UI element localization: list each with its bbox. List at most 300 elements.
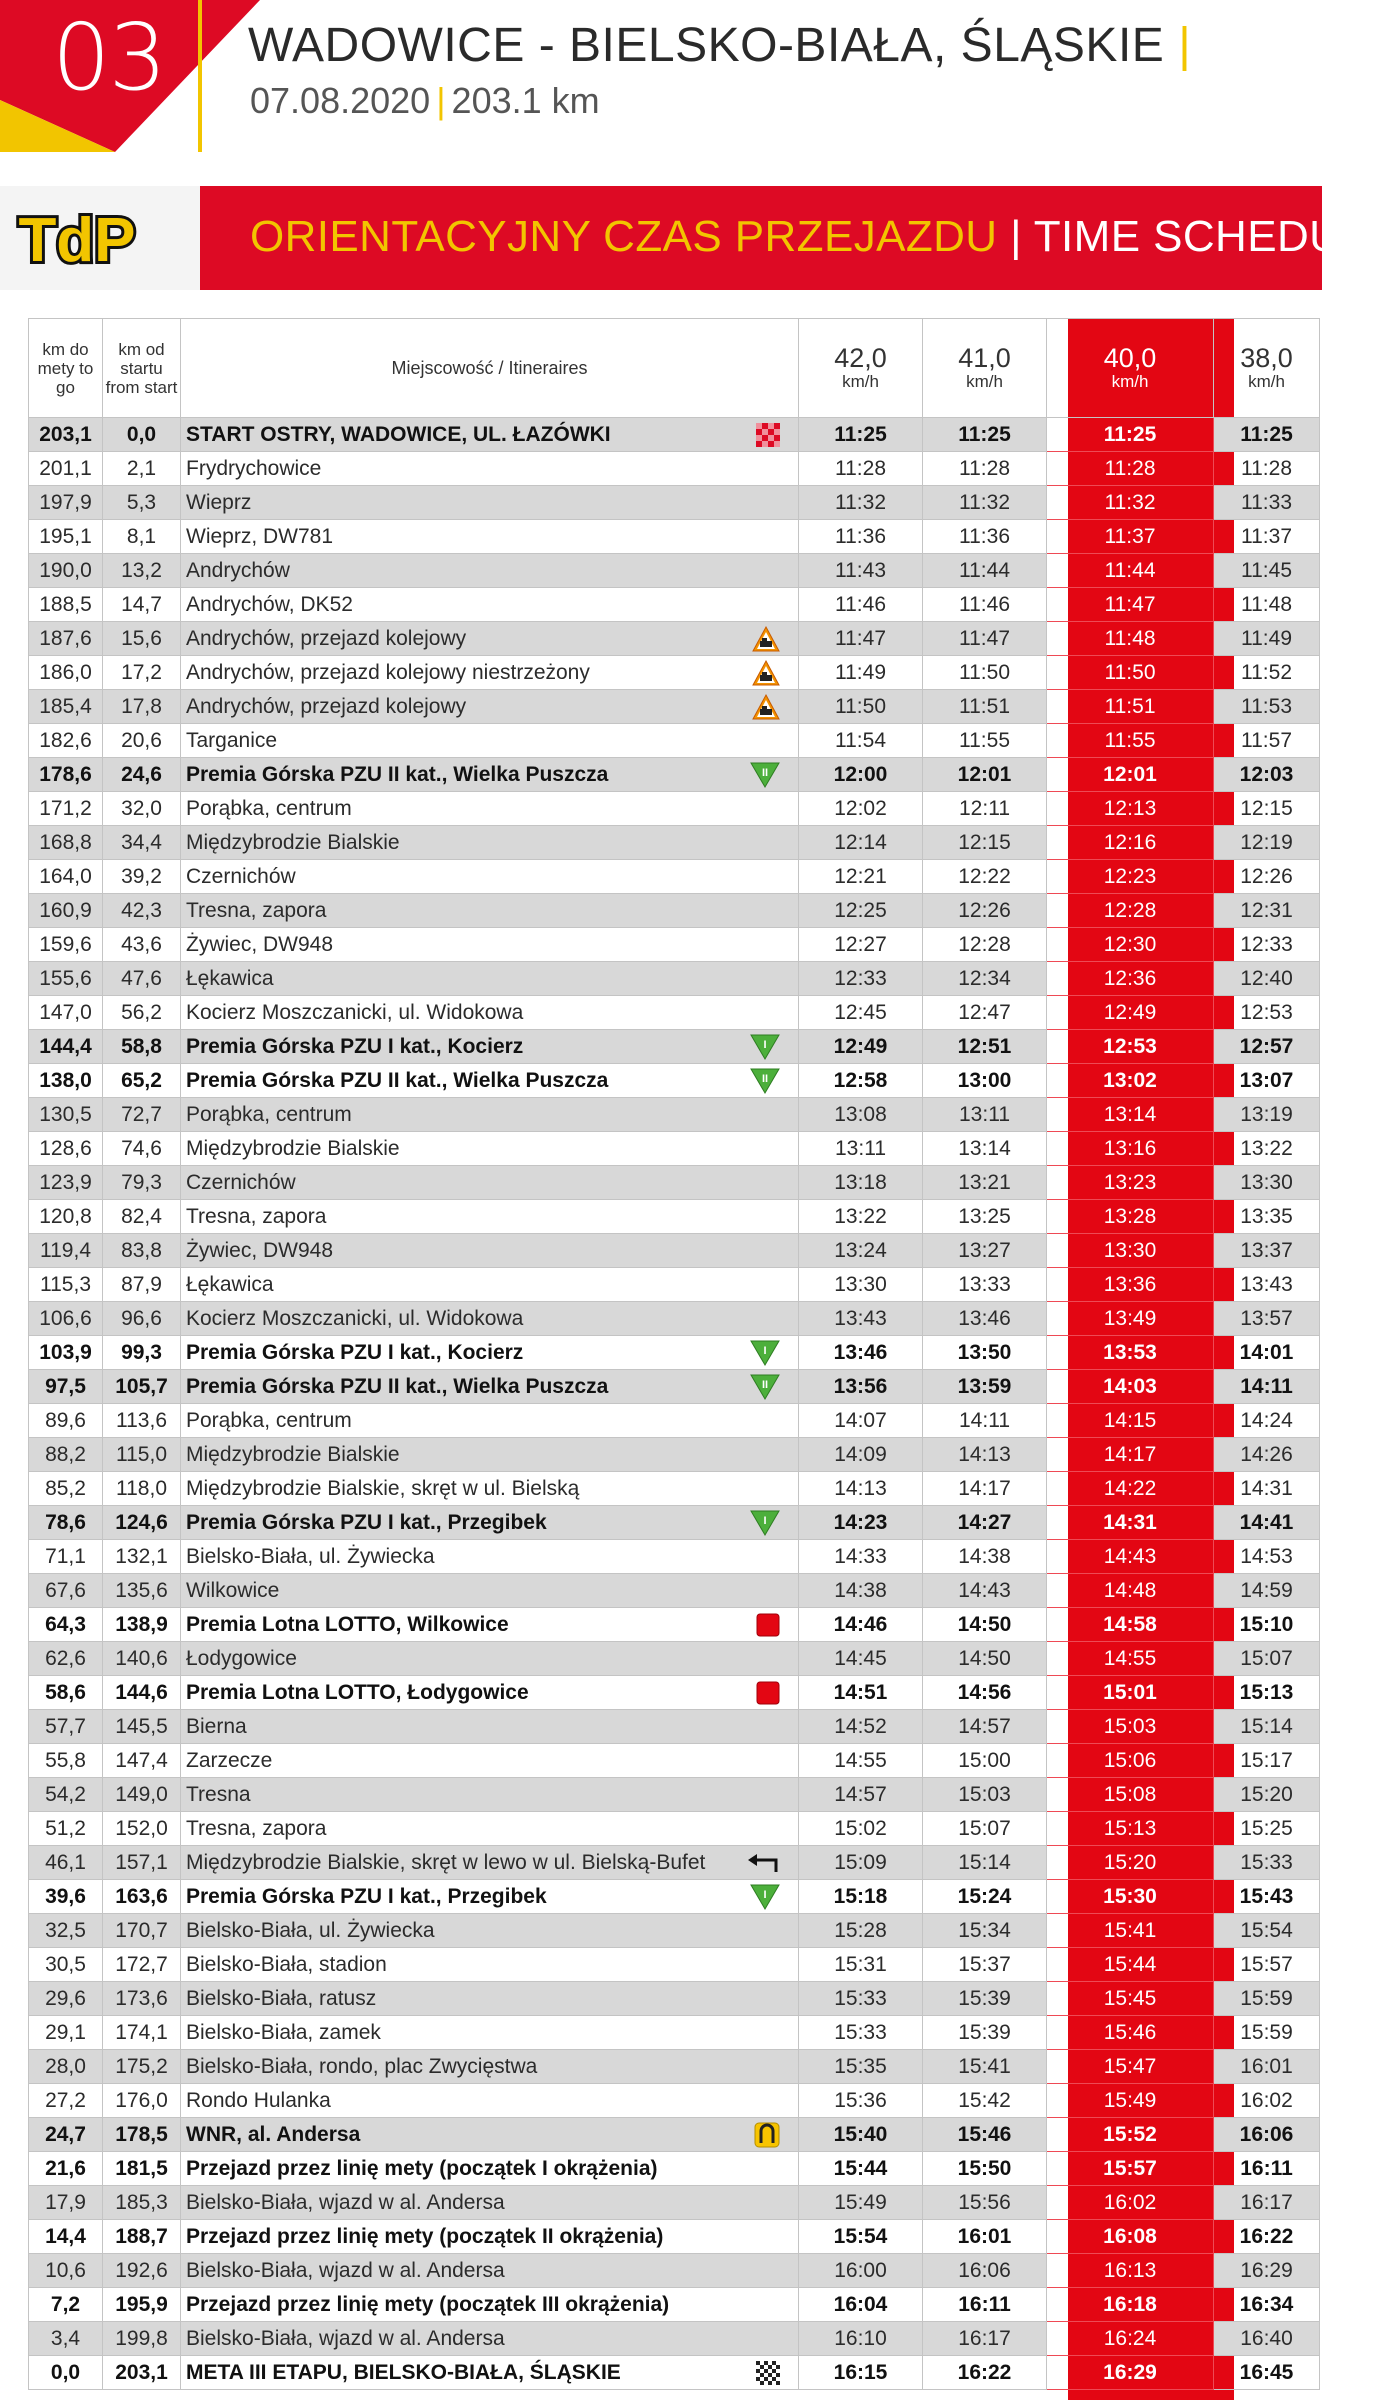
time-at-38-kmh: 11:52: [1214, 656, 1320, 690]
time-at-38-kmh: 16:17: [1214, 2186, 1320, 2220]
time-at-41-kmh: 15:42: [923, 2084, 1047, 2118]
banner-title-pl: ORIENTACYJNY CZAS PRZEJAZDU: [250, 212, 998, 261]
itinerary-name: Andrychów: [186, 558, 290, 582]
km-from-start: 188,7: [103, 2220, 181, 2254]
time-at-41-kmh: 16:01: [923, 2220, 1047, 2254]
time-at-40-kmh: 14:58: [1047, 1608, 1214, 1642]
itinerary-cell: [181, 1098, 799, 1132]
banner-title-en: TIME SCHEDULE: [1033, 212, 1396, 261]
time-at-38-kmh: 11:33: [1214, 486, 1320, 520]
time-at-40-kmh: 11:44: [1047, 554, 1214, 588]
start-flag-icon: [756, 423, 780, 447]
itinerary-name: WNR, al. Andersa: [186, 2122, 361, 2146]
time-at-42-kmh: 12:25: [799, 894, 923, 928]
time-at-41-kmh: 11:50: [923, 656, 1047, 690]
time-at-42-kmh: 13:11: [799, 1132, 923, 1166]
time-at-41-kmh: 12:22: [923, 860, 1047, 894]
time-at-41-kmh: 14:50: [923, 1608, 1047, 1642]
km-to-go: 85,2: [28, 1472, 103, 1506]
time-at-40-kmh: 12:36: [1047, 962, 1214, 996]
sprint-icon: [756, 1613, 780, 1637]
time-at-41-kmh: 14:57: [923, 1710, 1047, 1744]
itinerary-name: Bierna: [186, 1714, 247, 1738]
time-at-42-kmh: 12:21: [799, 860, 923, 894]
km-from-start: 87,9: [103, 1268, 181, 1302]
km-from-start: 149,0: [103, 1778, 181, 1812]
itinerary-name: Porąbka, centrum: [186, 1102, 352, 1126]
schedule-grid: [28, 318, 1322, 2390]
itinerary-name: Tresna, zapora: [186, 1816, 327, 1840]
itinerary-cell: [181, 792, 799, 826]
itinerary-cell: [181, 2356, 799, 2390]
title-separator: |: [1178, 19, 1192, 72]
time-at-40-kmh: 15:01: [1047, 1676, 1214, 1710]
itinerary-name: Czernichów: [186, 1170, 296, 1194]
itinerary-name: Łękawica: [186, 966, 274, 990]
itinerary-cell: [181, 622, 799, 656]
time-at-38-kmh: 14:26: [1214, 1438, 1320, 1472]
time-at-42-kmh: 14:57: [799, 1778, 923, 1812]
time-at-40-kmh: 15:45: [1047, 1982, 1214, 2016]
time-at-41-kmh: 13:59: [923, 1370, 1047, 1404]
time-at-41-kmh: 13:46: [923, 1302, 1047, 1336]
time-at-40-kmh: 12:30: [1047, 928, 1214, 962]
itinerary-name: Rondo Hulanka: [186, 2088, 331, 2112]
itinerary-name: Przejazd przez linię mety (początek I okrążenia): [186, 2156, 658, 2180]
time-at-38-kmh: 15:43: [1214, 1880, 1320, 1914]
time-at-42-kmh: 13:18: [799, 1166, 923, 1200]
time-at-40-kmh: 16:18: [1047, 2288, 1214, 2322]
km-to-go: 197,9: [28, 486, 103, 520]
km-to-go: 119,4: [28, 1234, 103, 1268]
time-at-38-kmh: 13:57: [1214, 1302, 1320, 1336]
time-at-42-kmh: 14:09: [799, 1438, 923, 1472]
itinerary-cell: [181, 1642, 799, 1676]
itinerary-name: Międzybrodzie Bialskie: [186, 1136, 400, 1160]
itinerary-cell: [181, 1778, 799, 1812]
time-at-40-kmh: 14:48: [1047, 1574, 1214, 1608]
km-to-go: 29,1: [28, 2016, 103, 2050]
time-at-38-kmh: 15:13: [1214, 1676, 1320, 1710]
subtitle-separator: |: [436, 80, 446, 121]
itinerary-name: Andrychów, DK52: [186, 592, 353, 616]
time-at-38-kmh: 13:35: [1214, 1200, 1320, 1234]
header-speed-41: [923, 318, 1047, 418]
svg-text:I: I: [763, 1888, 767, 1901]
time-at-40-kmh: 13:53: [1047, 1336, 1214, 1370]
itinerary-cell: [181, 2186, 799, 2220]
km-from-start: 99,3: [103, 1336, 181, 1370]
time-at-42-kmh: 13:22: [799, 1200, 923, 1234]
stage-date: 07.08.2020: [250, 80, 431, 121]
mountain-cat2-icon: [750, 762, 780, 788]
time-at-42-kmh: 14:46: [799, 1608, 923, 1642]
time-at-42-kmh: 15:49: [799, 2186, 923, 2220]
svg-text:I: I: [763, 1038, 767, 1051]
time-at-42-kmh: 16:10: [799, 2322, 923, 2356]
km-to-go: 97,5: [28, 1370, 103, 1404]
time-at-38-kmh: 16:11: [1214, 2152, 1320, 2186]
itinerary-cell: [181, 1370, 799, 1404]
time-at-38-kmh: 12:57: [1214, 1030, 1320, 1064]
itinerary-cell: [181, 2084, 799, 2118]
km-to-go: 103,9: [28, 1336, 103, 1370]
time-at-41-kmh: 11:47: [923, 622, 1047, 656]
itinerary-name: Wieprz: [186, 490, 252, 514]
itinerary-name: Przejazd przez linię mety (początek III okrążenia): [186, 2292, 670, 2316]
time-at-40-kmh: 15:41: [1047, 1914, 1214, 1948]
time-at-42-kmh: 13:56: [799, 1370, 923, 1404]
km-from-start: 174,1: [103, 2016, 181, 2050]
stage-title-text: WADOWICE - BIELSKO-BIAŁA, ŚLĄSKIE: [248, 19, 1165, 72]
header-speed-38: [1214, 318, 1320, 418]
km-from-start: 140,6: [103, 1642, 181, 1676]
itinerary-name: Tresna: [186, 1782, 251, 1806]
km-to-go: 147,0: [28, 996, 103, 1030]
itinerary-name: START OSTRY, WADOWICE, UL. ŁAZÓWKI: [186, 422, 611, 446]
km-from-start: 79,3: [103, 1166, 181, 1200]
header-speed-42: [799, 318, 923, 418]
time-at-40-kmh: 12:53: [1047, 1030, 1214, 1064]
km-from-start: 147,4: [103, 1744, 181, 1778]
time-at-41-kmh: 12:28: [923, 928, 1047, 962]
km-from-start: 65,2: [103, 1064, 181, 1098]
itinerary-name: Bielsko-Biała, wjazd w al. Andersa: [186, 2258, 505, 2282]
km-from-start: 192,6: [103, 2254, 181, 2288]
header-km-to-go: km do mety to go: [28, 318, 103, 418]
time-at-41-kmh: 12:26: [923, 894, 1047, 928]
km-to-go: 14,4: [28, 2220, 103, 2254]
itinerary-cell: [181, 1982, 799, 2016]
speed-unit: km/h: [1248, 372, 1285, 391]
km-to-go: 64,3: [28, 1608, 103, 1642]
itinerary-cell: [181, 2152, 799, 2186]
km-to-go: 51,2: [28, 1812, 103, 1846]
itinerary-cell: [181, 1676, 799, 1710]
itinerary-name: Bielsko-Biała, rondo, plac Zwycięstwa: [186, 2054, 538, 2078]
time-at-41-kmh: 14:11: [923, 1404, 1047, 1438]
itinerary-name: Bielsko-Biała, stadion: [186, 1952, 387, 1976]
time-at-40-kmh: 11:25: [1047, 418, 1214, 452]
itinerary-cell: [181, 1506, 799, 1540]
km-to-go: 78,6: [28, 1506, 103, 1540]
km-from-start: 8,1: [103, 520, 181, 554]
km-from-start: 43,6: [103, 928, 181, 962]
itinerary-name: Tresna, zapora: [186, 1204, 327, 1228]
time-at-38-kmh: 11:48: [1214, 588, 1320, 622]
time-at-41-kmh: 16:11: [923, 2288, 1047, 2322]
time-at-40-kmh: 15:46: [1047, 2016, 1214, 2050]
time-at-41-kmh: 14:38: [923, 1540, 1047, 1574]
itinerary-name: Premia Górska PZU I kat., Kocierz: [186, 1340, 524, 1364]
time-at-42-kmh: 14:45: [799, 1642, 923, 1676]
time-at-38-kmh: 12:19: [1214, 826, 1320, 860]
time-schedule-table: [28, 318, 1322, 2400]
km-to-go: 54,2: [28, 1778, 103, 1812]
time-at-41-kmh: 12:11: [923, 792, 1047, 826]
km-from-start: 96,6: [103, 1302, 181, 1336]
km-to-go: 3,4: [28, 2322, 103, 2356]
time-at-42-kmh: 13:08: [799, 1098, 923, 1132]
itinerary-name: Bielsko-Biała, ul. Żywiecka: [186, 1918, 435, 1942]
time-at-41-kmh: 11:25: [923, 418, 1047, 452]
itinerary-cell: [181, 1574, 799, 1608]
km-from-start: 42,3: [103, 894, 181, 928]
time-at-42-kmh: 12:58: [799, 1064, 923, 1098]
time-at-42-kmh: 12:33: [799, 962, 923, 996]
km-to-go: 27,2: [28, 2084, 103, 2118]
time-at-42-kmh: 11:50: [799, 690, 923, 724]
km-to-go: 168,8: [28, 826, 103, 860]
speed-unit: km/h: [1111, 372, 1149, 391]
km-to-go: 187,6: [28, 622, 103, 656]
time-at-42-kmh: 14:55: [799, 1744, 923, 1778]
time-at-41-kmh: 14:50: [923, 1642, 1047, 1676]
time-at-40-kmh: 11:55: [1047, 724, 1214, 758]
itinerary-cell: [181, 928, 799, 962]
itinerary-name: Premia Lotna LOTTO, Łodygowice: [186, 1680, 529, 1704]
time-at-42-kmh: 11:36: [799, 520, 923, 554]
itinerary-name: Wieprz, DW781: [186, 524, 334, 548]
time-at-40-kmh: 14:03: [1047, 1370, 1214, 1404]
time-at-40-kmh: 16:08: [1047, 2220, 1214, 2254]
km-to-go: 28,0: [28, 2050, 103, 2084]
km-from-start: 173,6: [103, 1982, 181, 2016]
itinerary-name: Międzybrodzie Bialskie, skręt w ul. Bielską: [186, 1476, 580, 1500]
km-from-start: 176,0: [103, 2084, 181, 2118]
time-at-41-kmh: 11:28: [923, 452, 1047, 486]
itinerary-cell: [181, 1846, 799, 1880]
time-at-38-kmh: 14:53: [1214, 1540, 1320, 1574]
km-to-go: 182,6: [28, 724, 103, 758]
itinerary-name: Premia Górska PZU II kat., Wielka Puszcza: [186, 1374, 609, 1398]
km-from-start: 181,5: [103, 2152, 181, 2186]
time-at-42-kmh: 12:49: [799, 1030, 923, 1064]
time-at-42-kmh: 16:15: [799, 2356, 923, 2390]
time-at-38-kmh: 16:22: [1214, 2220, 1320, 2254]
km-to-go: 10,6: [28, 2254, 103, 2288]
itinerary-cell: [181, 1234, 799, 1268]
itinerary-cell: [181, 690, 799, 724]
time-at-38-kmh: 14:31: [1214, 1472, 1320, 1506]
time-at-40-kmh: 14:55: [1047, 1642, 1214, 1676]
itinerary-name: Porąbka, centrum: [186, 796, 352, 820]
speed-value: 38,0: [1240, 343, 1293, 373]
itinerary-cell: [181, 418, 799, 452]
time-at-40-kmh: 14:17: [1047, 1438, 1214, 1472]
km-to-go: 160,9: [28, 894, 103, 928]
itinerary-cell: [181, 2050, 799, 2084]
stage-title: [248, 18, 1191, 73]
mountain-cat1-icon: [750, 1340, 780, 1366]
km-from-start: 82,4: [103, 1200, 181, 1234]
itinerary-name: Przejazd przez linię mety (początek II okrążenia): [186, 2224, 664, 2248]
time-at-38-kmh: 15:17: [1214, 1744, 1320, 1778]
km-to-go: 130,5: [28, 1098, 103, 1132]
time-at-41-kmh: 15:41: [923, 2050, 1047, 2084]
km-to-go: 71,1: [28, 1540, 103, 1574]
itinerary-cell: [181, 758, 799, 792]
km-from-start: 135,6: [103, 1574, 181, 1608]
km-from-start: 138,9: [103, 1608, 181, 1642]
itinerary-name: Kocierz Moszczanicki, ul. Widokowa: [186, 1000, 524, 1024]
km-to-go: 57,7: [28, 1710, 103, 1744]
itinerary-name: Bielsko-Biała, ul. Żywiecka: [186, 1544, 435, 1568]
time-at-42-kmh: 11:43: [799, 554, 923, 588]
time-at-38-kmh: 12:26: [1214, 860, 1320, 894]
km-to-go: 201,1: [28, 452, 103, 486]
itinerary-name: META III ETAPU, BIELSKO-BIAŁA, ŚLĄSKIE: [186, 2360, 621, 2384]
km-to-go: 21,6: [28, 2152, 103, 2186]
itinerary-cell: [181, 1336, 799, 1370]
time-at-41-kmh: 13:27: [923, 1234, 1047, 1268]
km-from-start: 118,0: [103, 1472, 181, 1506]
itinerary-cell: [181, 2118, 799, 2152]
time-at-38-kmh: 16:34: [1214, 2288, 1320, 2322]
time-at-42-kmh: 15:02: [799, 1812, 923, 1846]
time-at-40-kmh: 11:50: [1047, 656, 1214, 690]
time-at-42-kmh: 15:28: [799, 1914, 923, 1948]
km-from-start: 83,8: [103, 1234, 181, 1268]
time-at-41-kmh: 15:24: [923, 1880, 1047, 1914]
time-at-40-kmh: 15:52: [1047, 2118, 1214, 2152]
itinerary-cell: [181, 2016, 799, 2050]
km-from-start: 17,8: [103, 690, 181, 724]
speed-value: 42,0: [834, 343, 887, 373]
time-at-40-kmh: 15:03: [1047, 1710, 1214, 1744]
km-from-start: 74,6: [103, 1132, 181, 1166]
itinerary-name: Andrychów, przejazd kolejowy: [186, 626, 467, 650]
km-to-go: 7,2: [28, 2288, 103, 2322]
time-at-42-kmh: 16:00: [799, 2254, 923, 2288]
km-to-go: 120,8: [28, 1200, 103, 1234]
time-at-42-kmh: 13:24: [799, 1234, 923, 1268]
time-at-38-kmh: 15:10: [1214, 1608, 1320, 1642]
km-to-go: 144,4: [28, 1030, 103, 1064]
time-at-40-kmh: 12:49: [1047, 996, 1214, 1030]
itinerary-cell: [181, 486, 799, 520]
time-at-38-kmh: 13:19: [1214, 1098, 1320, 1132]
km-from-start: 113,6: [103, 1404, 181, 1438]
km-to-go: 88,2: [28, 1438, 103, 1472]
time-at-41-kmh: 16:17: [923, 2322, 1047, 2356]
svg-text:II: II: [761, 766, 769, 779]
header-speed-40: [1047, 318, 1214, 418]
time-at-40-kmh: 14:15: [1047, 1404, 1214, 1438]
time-at-38-kmh: 15:14: [1214, 1710, 1320, 1744]
itinerary-cell: [181, 1948, 799, 1982]
itinerary-name: Zarzecze: [186, 1748, 273, 1772]
itinerary-name: Andrychów, przejazd kolejowy: [186, 694, 467, 718]
mountain-cat2-icon: [750, 1068, 780, 1094]
itinerary-cell: [181, 1030, 799, 1064]
itinerary-name: Premia Lotna LOTTO, Wilkowice: [186, 1612, 509, 1636]
itinerary-cell: [181, 1744, 799, 1778]
km-to-go: 24,7: [28, 2118, 103, 2152]
time-at-38-kmh: 15:54: [1214, 1914, 1320, 1948]
km-from-start: 132,1: [103, 1540, 181, 1574]
time-at-41-kmh: 15:14: [923, 1846, 1047, 1880]
time-at-38-kmh: 16:29: [1214, 2254, 1320, 2288]
time-at-40-kmh: 13:16: [1047, 1132, 1214, 1166]
km-from-start: 47,6: [103, 962, 181, 996]
km-to-go: 58,6: [28, 1676, 103, 1710]
itinerary-cell: [181, 1132, 799, 1166]
itinerary-name: Międzybrodzie Bialskie, skręt w lewo w ul. Bielską-Bufet: [186, 1850, 706, 1874]
time-at-38-kmh: 16:40: [1214, 2322, 1320, 2356]
itinerary-cell: [181, 1438, 799, 1472]
stage-distance: 203.1 km: [451, 80, 600, 121]
time-at-42-kmh: 11:46: [799, 588, 923, 622]
itinerary-name: Czernichów: [186, 864, 296, 888]
itinerary-name: Międzybrodzie Bialskie: [186, 1442, 400, 1466]
itinerary-name: Bielsko-Biała, wjazd w al. Andersa: [186, 2190, 505, 2214]
time-at-40-kmh: 12:01: [1047, 758, 1214, 792]
km-from-start: 199,8: [103, 2322, 181, 2356]
itinerary-name: Łękawica: [186, 1272, 274, 1296]
km-from-start: 32,0: [103, 792, 181, 826]
time-at-41-kmh: 15:56: [923, 2186, 1047, 2220]
time-at-40-kmh: 11:51: [1047, 690, 1214, 724]
km-from-start: 178,5: [103, 2118, 181, 2152]
itinerary-name: Andrychów, przejazd kolejowy niestrzeżony: [186, 660, 590, 684]
time-at-40-kmh: 15:20: [1047, 1846, 1214, 1880]
svg-text:II: II: [761, 1072, 769, 1085]
time-at-41-kmh: 12:15: [923, 826, 1047, 860]
time-at-41-kmh: 13:00: [923, 1064, 1047, 1098]
km-from-start: 24,6: [103, 758, 181, 792]
km-from-start: 185,3: [103, 2186, 181, 2220]
time-at-40-kmh: 13:30: [1047, 1234, 1214, 1268]
km-to-go: 89,6: [28, 1404, 103, 1438]
time-at-38-kmh: 12:31: [1214, 894, 1320, 928]
km-from-start: 203,1: [103, 2356, 181, 2390]
itinerary-cell: [181, 724, 799, 758]
tdp-logo: [18, 205, 136, 273]
itinerary-cell: [181, 826, 799, 860]
time-at-42-kmh: 12:14: [799, 826, 923, 860]
time-at-40-kmh: 15:49: [1047, 2084, 1214, 2118]
time-at-42-kmh: 15:35: [799, 2050, 923, 2084]
itinerary-name: Tresna, zapora: [186, 898, 327, 922]
km-from-start: 145,5: [103, 1710, 181, 1744]
itinerary-name: Frydrychowice: [186, 456, 322, 480]
km-to-go: 17,9: [28, 2186, 103, 2220]
time-at-38-kmh: 14:59: [1214, 1574, 1320, 1608]
railway-crossing-icon: [752, 660, 780, 686]
km-to-go: 159,6: [28, 928, 103, 962]
km-to-go: 123,9: [28, 1166, 103, 1200]
km-to-go: 164,0: [28, 860, 103, 894]
time-at-40-kmh: 15:44: [1047, 1948, 1214, 1982]
km-to-go: 55,8: [28, 1744, 103, 1778]
time-at-38-kmh: 11:53: [1214, 690, 1320, 724]
km-to-go: 195,1: [28, 520, 103, 554]
time-at-40-kmh: 13:28: [1047, 1200, 1214, 1234]
time-at-40-kmh: 13:14: [1047, 1098, 1214, 1132]
time-at-38-kmh: 11:45: [1214, 554, 1320, 588]
time-at-42-kmh: 11:25: [799, 418, 923, 452]
svg-text:II: II: [761, 1378, 769, 1391]
time-at-40-kmh: 13:23: [1047, 1166, 1214, 1200]
km-from-start: 163,6: [103, 1880, 181, 1914]
time-at-40-kmh: 11:47: [1047, 588, 1214, 622]
time-at-40-kmh: 12:13: [1047, 792, 1214, 826]
km-to-go: 106,6: [28, 1302, 103, 1336]
time-at-40-kmh: 16:24: [1047, 2322, 1214, 2356]
time-at-38-kmh: 13:22: [1214, 1132, 1320, 1166]
time-at-38-kmh: 13:43: [1214, 1268, 1320, 1302]
